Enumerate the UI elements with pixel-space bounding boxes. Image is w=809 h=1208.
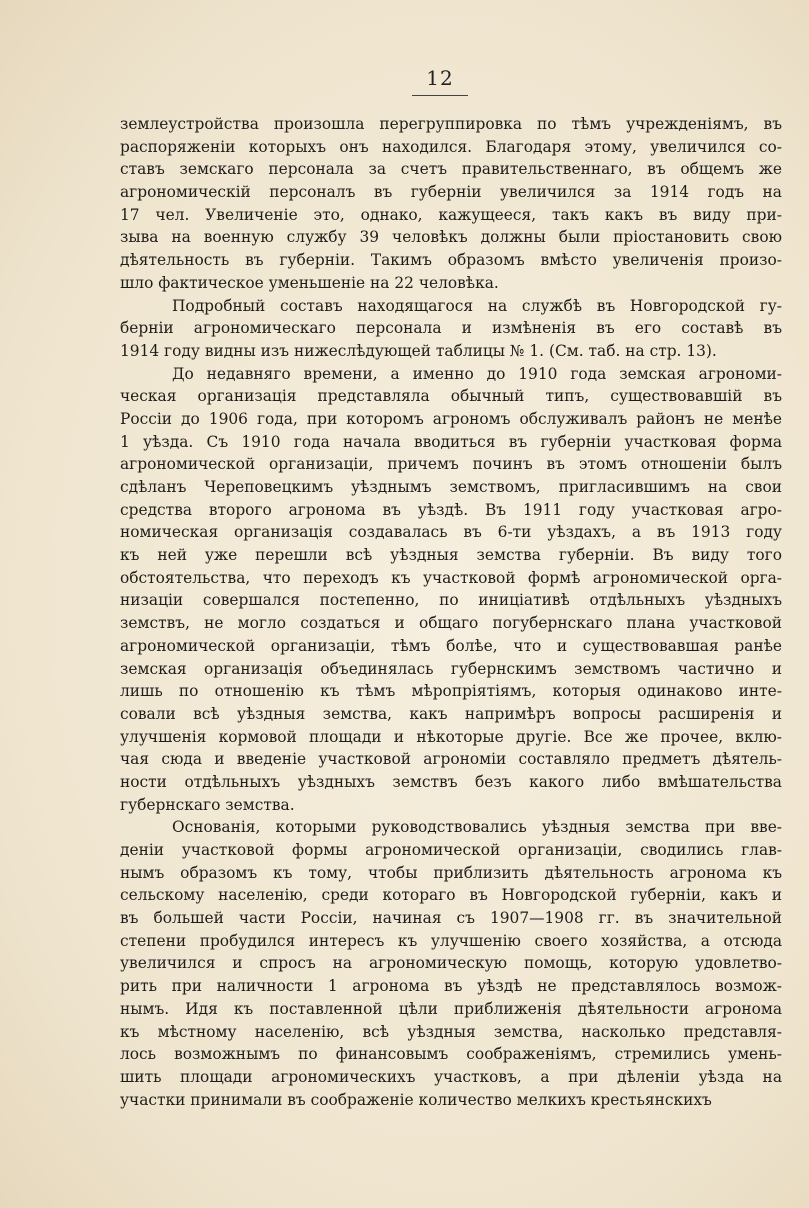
text-line: рить при наличности 1 агронома въ уѣздѣ не представлялось возмож-	[120, 977, 782, 996]
text-line: средства второго агронома въ уѣздѣ. Въ 1911 году участковая агро-	[120, 500, 782, 519]
paragraph	[120, 363, 782, 817]
text-line: шло фактическое уменьшеніе на 22 человѣка.	[120, 273, 499, 292]
text-line: губернскаго земства.	[120, 795, 295, 814]
text-line: къ мѣстному населенію, всѣ уѣздныя земства, насколько представля-	[120, 1022, 782, 1041]
text-line: агрономической организаціи, тѣмъ болѣе, что и существовавшая ранѣе	[120, 636, 782, 655]
paragraph	[120, 113, 782, 295]
text-line: Подробный составъ находящагося на службѣ въ Новгородской гу-	[172, 296, 782, 315]
text-line: сдѣланъ Череповецкимъ уѣзднымъ земствомъ, пригласившимъ на свои	[120, 478, 782, 496]
text-line: зыва на военную службу 39 человѣкъ должны были пріостановить свою	[120, 228, 782, 247]
text-line: чая сюда и введеніе участковой агрономіи составляло предметъ дѣятель-	[120, 750, 782, 769]
text-line: улучшенія кормовой площади и нѣкоторые другіе. Все же прочее, вклю-	[120, 727, 782, 746]
text-line: ческая организація представляла обычный типъ, существовавшій въ	[120, 387, 782, 406]
text-line: лишь по отношенію къ тѣмъ мѣропріятіямъ, которыя одинаково инте-	[120, 682, 782, 701]
text-line: ности отдѣльныхъ уѣздныхъ земствъ безъ какого либо вмѣшательства	[120, 772, 782, 791]
page-number: 12	[426, 66, 454, 90]
text-line: распоряженіи которыхъ онъ находился. Благодаря этому, увеличился со-	[120, 137, 782, 156]
text-line: агрономической организаціи, причемъ починъ въ этомъ отношеніи былъ	[120, 455, 782, 474]
text-line: ставъ земскаго персонала за счетъ правительственнаго, въ общемъ же	[120, 160, 782, 179]
text-line: До недавняго времени, а именно до 1910 года земская агрономи-	[172, 364, 782, 383]
text-line: 1914 году видны изъ нижеслѣдующей таблицы № 1. (См. таб. на стр. 13).	[120, 341, 717, 360]
text-line: шить площади агрономическихъ участковъ, а при дѣленіи уѣзда на	[120, 1067, 782, 1086]
text-line: сельскому населенію, среди котораго въ Новгородской губерніи, какъ и	[120, 886, 782, 905]
text-line: низаціи совершался постепенно, по иниціативѣ отдѣльныхъ уѣздныхъ	[120, 591, 782, 610]
paragraph	[120, 816, 782, 1111]
text-line: берніи агрономическаго персонала и измѣненія въ его составѣ въ	[120, 319, 782, 338]
text-line: земствъ, не могло создаться и общаго погубернскаго плана участковой	[120, 614, 782, 633]
text-line: нымъ. Идя къ поставленной цѣли приближенія дѣятельности агронома	[120, 999, 782, 1018]
text-line: землеустройства произошла перегруппировка по тѣмъ учрежденіямъ, въ	[120, 115, 782, 133]
text-line: участки принимали въ соображеніе количество мелкихъ крестьянскихъ	[120, 1090, 712, 1109]
text-line: земская организація объединялась губернскимъ земствомъ частично и	[120, 659, 782, 678]
body-text	[120, 113, 782, 1111]
text-line: лось возможнымъ по финансовымъ соображеніямъ, стремились умень-	[120, 1045, 782, 1064]
text-line: обстоятельства, что переходъ къ участковой формѣ агрономической орга-	[120, 568, 782, 587]
text-line: Основанія, которыми руководствовались уѣздныя земства при вве-	[172, 818, 782, 837]
text-line: совали всѣ уѣздныя земства, какъ напримѣръ вопросы расширенія и	[120, 704, 782, 723]
text-line: 1 уѣзда. Съ 1910 года начала вводиться въ губерніи участковая форма	[120, 432, 782, 451]
text-line: дѣятельность въ губерніи. Такимъ образомъ вмѣсто увеличенія произо-	[120, 251, 782, 270]
text-line: Россіи до 1906 года, при которомъ агрономъ обслуживалъ районъ не менѣе	[120, 409, 782, 428]
text-line: къ ней уже перешли всѣ уѣздныя земства губерніи. Въ виду того	[120, 546, 782, 565]
paragraph	[120, 295, 782, 363]
text-line: номическая организація создавалась въ 6-ти уѣздахъ, а въ 1913 году	[120, 523, 782, 542]
text-line: степени пробудился интересъ къ улучшенію своего хозяйства, а отсюда	[120, 931, 782, 950]
text-line: увеличился и спросъ на агрономическую помощь, которую удовлетво-	[120, 954, 782, 973]
text-line: 17 чел. Увеличеніе это, однако, кажущееся, такъ какъ въ виду при-	[120, 205, 782, 224]
page-number-rule	[412, 95, 468, 96]
text-line: агрономическій персоналъ въ губерніи увеличился за 1914 годъ на	[120, 183, 782, 202]
text-line: въ большей части Россіи, начиная съ 1907—1908 гг. въ значительной	[120, 909, 782, 928]
text-line: нымъ образомъ къ тому, чтобы приблизить дѣятельность агронома къ	[120, 863, 782, 882]
text-line: деніи участковой формы агрономической организаціи, сводились глав-	[120, 841, 782, 859]
